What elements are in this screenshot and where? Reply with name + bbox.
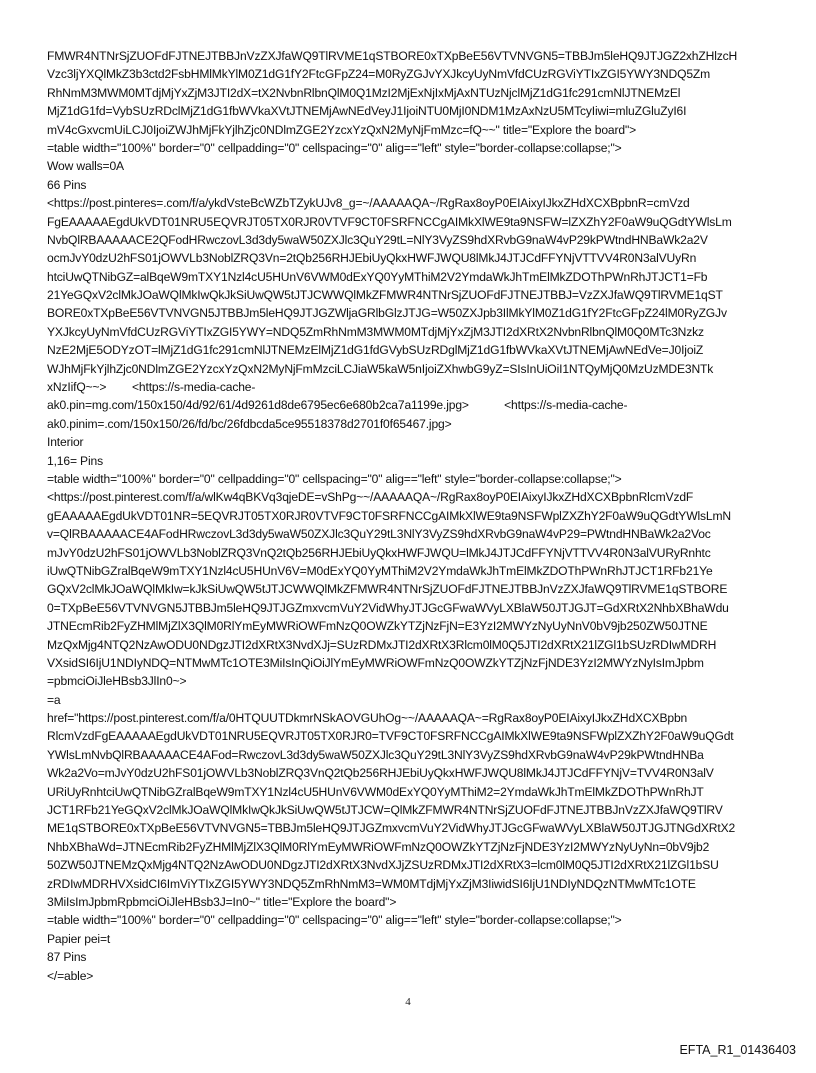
text-line: mJvY0dzU2hFS01jOWVLb3NoblZRQ3VnQ2tQb256RHJEbiUyQkxHWFJWQU=lMkJ4JTJCdFFYNjVTTVV4R0N3alVURyRnhtc (47, 545, 711, 560)
text-line: FMWR4NTNrSjZUOFdFJTNEJTBBJnVzZXJfaWQ9TlRVME1qSTBORE0xTXpBeE56VTVNVGN5=TBBJm5leHQ9JTJGZ2xhZHlzcH (47, 49, 738, 63)
text-line: =table width="100%" border="0" cellpadding="0" cellspacing="0" alig=="left" style="border-collapse:collapse;"> (47, 471, 622, 486)
text-line: ME1qSTBORE0xTXpBeE56VTVNVGN5=TBBJm5leHQ9JTJGZmxvcmVuY2VidWhyJTJGcGFwaWVyLXBlaW50JTJGJTNGdXRtX2 (47, 821, 736, 836)
text-line: NhbXBhaWd=JTNEcmRib2FyZHMlMjZlX3QlM0RlYmEyMWRiOWFmNzQ0OWZkYTZjNzFjNDE3YzI2MWYzNyUyNn=0bV9jb2 (47, 839, 710, 854)
text-line: MzQxMjg4NTQ2NzAwODU0NDgzJTI2dXRtX3NvdXJj=SUzRDMxJTI2dXRtX3Rlcm0lM0Q5JTI2dXRtX21lZGl1bSUzRDIwMDRH (47, 637, 717, 652)
text-line: Vzc3ljYXQlMkZ3b3ctd2FsbHMlMkYlM0Z1dG1fY2FtcGFpZ24=M0RyZGJvYXJkcyUyNmVfdCUzRGViYTIxZGI5YWY3NDQ5Zm (47, 67, 711, 82)
text-line: 21YeGQxV2clMkJOaWQlMkIwQkJkSiUwQW5tJTJCWWQlMkZFMWR4NTNrSjZUOFdFJTNEJTBBJ=VzZXJfaWQ9TlRVME1qST (47, 288, 723, 303)
text-line: NzE2MjE5ODYzOT=lMjZ1dG1fc291cmNlJTNEMzElMjZ1dG1fdGVybSUzRDglMjZ1dG1fbWVkaXVtJTNEMjAwNEdVe=J0IjoiZ (47, 343, 704, 358)
bates-number: EFTA_R1_01436403 (679, 1043, 796, 1057)
text-line: ak0.pin=mg.com/150x150/4d/92/61/4d9261d8de6795ec6e680b2ca7a1199e.jpg> <https://s-media-cache- (47, 398, 628, 413)
text-line: RlcmVzdFgEAAAAAEgdUkVDT01NRU5EQVRJT05TX0RJR0=TVF9CT0FSRFNCCgAIMkXlWE9ta9NSFWplZXZhY2F0aW9uQGdt (47, 729, 734, 744)
text-line: </=able> (47, 968, 94, 983)
text-line: 87 Pins (47, 950, 87, 965)
text-line: 50ZW50JTNEMzQxMjg4NTQ2NzAwODU0NDgzJTI2dXRtX3NvdXJjZSUzRDMxJTI2dXRtX3=lcm0lM0Q5JTI2dXRtX21lZGl1bSU (47, 858, 719, 873)
text-line: xNzIifQ~~> <https://s-media-cache- (47, 380, 256, 395)
text-line: JTNEcmRib2FyZHMlMjZlX3QlM0RlYmEyMWRiOWFmNzQ0OWZkYTZjNzFjN=E3YzI2MWYzNyUyNnV0bV9jb250ZW50JTNE (47, 619, 708, 634)
text-line: RhNmM3MWM0MTdjMjYxZjM3JTI2dX=tX2NvbnRlbnQlM0Q1MzI2MjExNjIxMjAxNTUzNjclMjZ1dG1fc291cmNlJTNEMzEl (47, 85, 681, 100)
text-line: ak0.pinim=.com/150x150/26/fd/bc/26fdbcda5ce95518378d2701f0f65467.jpg> (47, 416, 452, 431)
text-line: 66 Pins (47, 177, 87, 192)
text-line: Interior (47, 435, 84, 450)
text-line: href="https://post.pinterest.com/f/a/0HTQUUTDkmrNSkAOVGUhOg~~/AAAAAQA~=RgRax8oyP0EIAixyIJkxZHdXCXBpbn (47, 711, 688, 726)
text-line: mV4cGxvcmUiLCJ0IjoiZWJhMjFkYjlhZjc0NDlmZGE2YzcxYzQxN2MyNjFmMzc=fQ~~" title="Explore the board"> (47, 122, 637, 137)
text-line: =pbmciOiJleHBsb3JlIn0~> (47, 674, 187, 689)
text-line: NvbQlRBAAAAACE2QFodHRwczovL3d3dy5waW50ZXJlc3QuY29tL=NlY3VyZS9hdXRvbG9naW4vP29kPWtndHNBaWk2a2V (47, 232, 708, 247)
text-line: 1,16= Pins (47, 453, 103, 468)
text-line: WJhMjFkYjlhZjc0NDlmZGE2YzcxYzQxN2MyNjFmMzciLCJiaW5kaW5nIjoiZXhwbG9yZ=SIsInUiOiI1NTQyMjQ0MzUzMDE3NTk (47, 361, 714, 376)
document-body (47, 47, 775, 985)
text-line: =a (47, 692, 61, 707)
text-line: gEAAAAAEgdUkVDT01NR=5EQVRJT05TX0RJR0VTVF9CT0FSRFNCCgAIMkXlWE9ta9NSFWplZXZhY2F0aW9uQGdtYWlsLmN (47, 508, 731, 523)
text-line: Wk2a2Vo=mJvY0dzU2hFS01jOWVLb3NoblZRQ3VnQ2tQb256RHJEbiUyQkxHWFJWQU8lMkJ4JTJCdFFYNjV=TVV4R0N3alV (47, 766, 714, 781)
text-line: FgEAAAAAEgdUkVDT01NRU5EQVRJT05TX0RJR0VTVF9CT0FSRFNCCgAIMkXlWE9ta9NSFW=lZXZhY2F0aW9uQGdtYWlsLm (47, 214, 732, 229)
text-line: <https://post.pinterest.com/f/a/wlKw4qBKVq3qjeDE=vShPg~~/AAAAAQA~/RgRax8oyP0EIAixyIJkxZHdXCXBpbnRlcmVzdF (47, 490, 694, 505)
text-line: <https://post.pinteres=.com/f/a/ykdVsteBcWZbTZykUJv8_g=~/AAAAAQA~/RgRax8oyP0EIAixyIJkxZHdXCXBpbnR=cmVzd (47, 196, 690, 211)
page-number: 4 (405, 996, 411, 1008)
text-line: =table width="100%" border="0" cellpadding="0" cellspacing="0" alig=="left" style="border-collapse:collapse;"> (47, 140, 622, 155)
text-line: htciUwQTNibGZ=alBqeW9mTXY1Nzl4cU5HUnV6VWM0dExYQ0YyMThiM2V2YmdaWkJhTmElMkZDOThPWnRhJTJCT1=Fb (47, 269, 708, 284)
text-line: 0=TXpBeE56VTVNVGN5JTBBJm5leHQ9JTJGZmxvcmVuY2VidWhyJTJGcGFwaWVyLXBlaW50JTJGJT=GdXRtX2NhbXBhaWdu (47, 600, 729, 615)
text-line: URiUyRnhtciUwQTNibGZralBqeW9mTXY1Nzl4cU5HUnV6VWM0dExYQ0YyMThiM2=2YmdaWkJhTmElMkZDOThPWnRhJT (47, 784, 704, 799)
text-line: GQxV2clMkJOaWQlMkIw=kJkSiUwQW5tJTJCWWQlMkZFMWR4NTNrSjZUOFdFJTNEJTBBJnVzZXJfaWQ9TlRVME1qSTBORE (47, 582, 728, 597)
text-line: YWlsLmNvbQlRBAAAAACE4AFod=RwczovL3d3dy5waW50ZXJlc3QuY29tL3NlY3VyZS9hdXRvbG9naW4vP29kPWtndHNBa (47, 747, 704, 762)
text-line: 3MiIsImJpbmRpbmciOiJleHBsb3J=In0~" title="Explore the board"> (47, 894, 397, 909)
text-line: JCT1RFb21YeGQxV2clMkJOaWQlMkIwQkJkSiUwQW5tJTJCW=QlMkZFMWR4NTNrSjZUOFdFJTNEJTBBJnVzZXJfaWQ9TlRV (47, 803, 723, 818)
text-line: =table width="100%" border="0" cellpadding="0" cellspacing="0" alig=="left" style="border-collapse:collapse;"> (47, 913, 622, 928)
text-line: BORE0xTXpBeE56VTVNVGN5JTBBJm5leHQ9JTJGZWljaGRlbGlzJTJG=W50ZXJpb3IlMkYlM0Z1dG1fY2FtcGFpZ24lM0RyZGJv (47, 306, 727, 321)
text-line: ocmJvY0dzU2hFS01jOWVLb3NoblZRQ3Vn=2tQb256RHJEbiUyQkxHWFJWQU8lMkJ4JTJCdFFYNjVTTVV4R0N3alVUyRn (47, 251, 697, 266)
text-line: zRDIwMDRHVXsidCI6ImViYTIxZGI5YWY3NDQ5ZmRhNmM3=WM0MTdjMjYxZjM3IiwidSI6IjU1NDIyNDQzNTMwMTc1OTE (47, 876, 696, 891)
text-line: MjZ1dG1fd=VybSUzRDclMjZ1dG1fbWVkaXVtJTNEMjAwNEdVeyJ1IjoiNTU0MjI0NDM1MzAxNzU5MTcyIiwi=mluZGluZyI6I (47, 104, 687, 119)
text-line: VXsidSI6IjU1NDIyNDQ=NTMwMTc1OTE3MiIsInQiOiJlYmEyMWRiOWFmNzQ0OWZkYTZjNzFjNDE3YzI2MWYzNyIsImJpbm (47, 655, 704, 670)
text-line: v=QlRBAAAAACE4AFodHRwczovL3d3dy5waW50ZXJlc3QuY29tL3NlY3VyZS9hdXRvbG9naW4vP29=PWtndHNBaWk2a2Voc (47, 527, 711, 542)
text-line: Wow walls=0A (47, 159, 124, 174)
text-line: Papier pei=t (47, 931, 111, 946)
text-line: YXJkcyUyNmVfdCUzRGViYTIxZGI5YWY=NDQ5ZmRhNmM3MWM0MTdjMjYxZjM3JTI2dXRtX2NvbnRlbnQlM0Q0MTc3Nzkz (47, 324, 704, 339)
text-line: iUwQTNibGZralBqeW9mTXY1Nzl4cU5HUnV6V=M0dExYQ0YyMThiM2V2YmdaWkJhTmElMkZDOThPWnRhJTJCT1RFb21Ye (47, 563, 713, 578)
